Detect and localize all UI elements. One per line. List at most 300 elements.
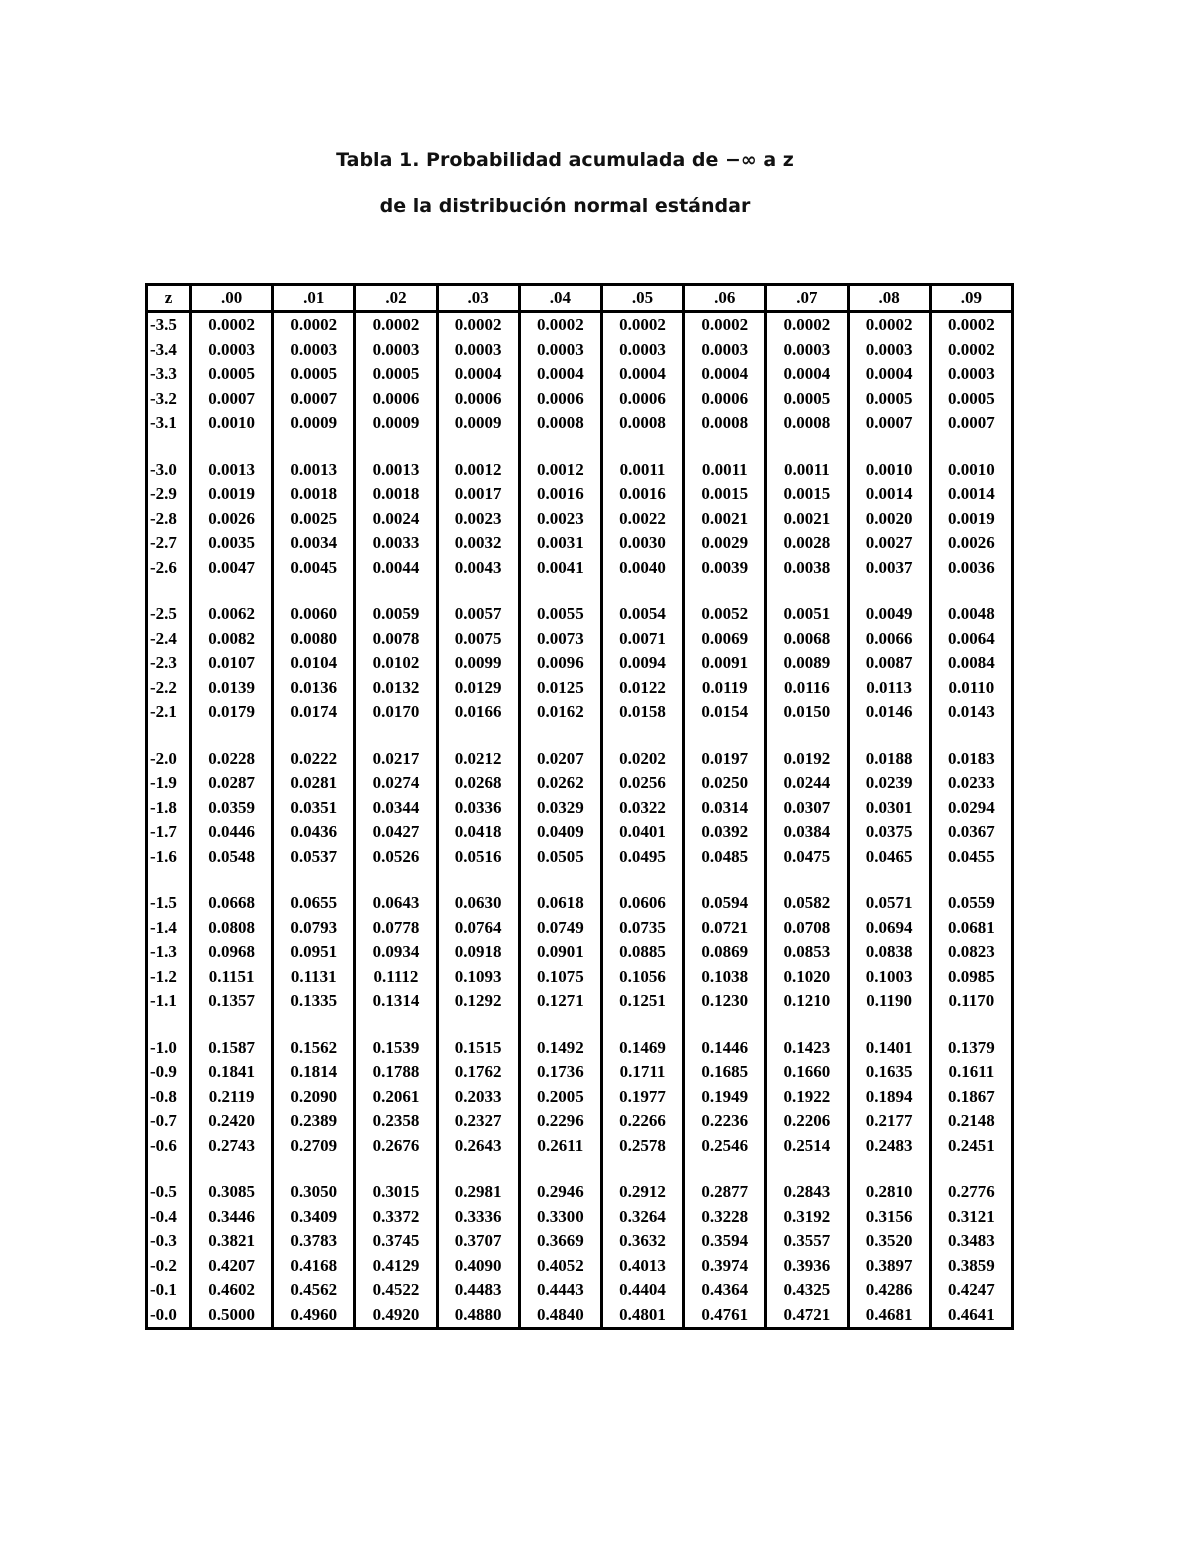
z-value-cell: -1.7 bbox=[150, 822, 177, 842]
probability-cell: 0.0003 bbox=[191, 338, 273, 363]
probability-cell: 0.0010 bbox=[191, 411, 273, 436]
probability-cell: 0.0446 bbox=[191, 820, 273, 845]
probability-cell: 0.0006 bbox=[601, 387, 683, 412]
z-value-cell: -0.9 bbox=[150, 1062, 177, 1082]
table-row bbox=[147, 627, 1013, 652]
probability-cell: 0.0008 bbox=[766, 411, 848, 436]
probability-cell: 0.0027 bbox=[848, 531, 930, 556]
probability-cell: 0.4090 bbox=[437, 1254, 519, 1279]
probability-cell: 0.0096 bbox=[519, 651, 601, 676]
z-value-cell: -1.2 bbox=[150, 966, 177, 986]
probability-cell: 0.2843 bbox=[766, 1180, 848, 1205]
probability-cell: 0.1685 bbox=[684, 1060, 766, 1085]
probability-cell: 0.0708 bbox=[766, 916, 848, 941]
probability-cell: 0.0618 bbox=[519, 891, 601, 916]
probability-cell: 0.0082 bbox=[191, 627, 273, 652]
column-header: .05 bbox=[601, 285, 683, 312]
probability-cell: 0.0793 bbox=[273, 916, 355, 941]
table-row bbox=[147, 556, 1013, 581]
probability-cell: 0.0427 bbox=[355, 820, 437, 845]
probability-cell: 0.2296 bbox=[519, 1109, 601, 1134]
probability-cell: 0.0119 bbox=[684, 676, 766, 701]
probability-cell: 0.0548 bbox=[191, 845, 273, 870]
probability-cell: 0.1020 bbox=[766, 965, 848, 990]
probability-cell: 0.1423 bbox=[766, 1036, 848, 1061]
probability-cell: 0.0054 bbox=[601, 602, 683, 627]
column-header: .00 bbox=[191, 285, 273, 312]
probability-cell: 0.0078 bbox=[355, 627, 437, 652]
probability-cell: 0.0012 bbox=[437, 458, 519, 483]
probability-cell: 0.0505 bbox=[519, 845, 601, 870]
probability-cell: 0.1539 bbox=[355, 1036, 437, 1061]
probability-cell: 0.1314 bbox=[355, 989, 437, 1014]
probability-cell: 0.3745 bbox=[355, 1229, 437, 1254]
probability-cell: 0.0465 bbox=[848, 845, 930, 870]
probability-cell: 0.1230 bbox=[684, 989, 766, 1014]
probability-cell: 0.2148 bbox=[930, 1109, 1012, 1134]
probability-cell: 0.2709 bbox=[273, 1134, 355, 1159]
probability-cell: 0.3156 bbox=[848, 1205, 930, 1230]
probability-cell: 0.0122 bbox=[601, 676, 683, 701]
probability-cell: 0.0202 bbox=[601, 747, 683, 772]
probability-cell: 0.0166 bbox=[437, 700, 519, 725]
probability-cell: 0.0073 bbox=[519, 627, 601, 652]
probability-cell: 0.0582 bbox=[766, 891, 848, 916]
probability-cell: 0.0059 bbox=[355, 602, 437, 627]
probability-cell: 0.0002 bbox=[930, 312, 1012, 338]
probability-cell: 0.4168 bbox=[273, 1254, 355, 1279]
probability-cell: 0.0026 bbox=[191, 507, 273, 532]
probability-cell: 0.0003 bbox=[437, 338, 519, 363]
probability-cell: 0.0207 bbox=[519, 747, 601, 772]
probability-cell: 0.0455 bbox=[930, 845, 1012, 870]
probability-cell: 0.0006 bbox=[437, 387, 519, 412]
probability-cell: 0.0035 bbox=[191, 531, 273, 556]
probability-cell: 0.4325 bbox=[766, 1278, 848, 1303]
probability-cell: 0.0526 bbox=[355, 845, 437, 870]
table-row bbox=[147, 771, 1013, 796]
probability-cell: 0.1379 bbox=[930, 1036, 1012, 1061]
probability-cell: 0.0721 bbox=[684, 916, 766, 941]
probability-cell: 0.0002 bbox=[601, 312, 683, 338]
probability-cell: 0.0009 bbox=[273, 411, 355, 436]
probability-cell: 0.0003 bbox=[601, 338, 683, 363]
probability-cell: 0.1635 bbox=[848, 1060, 930, 1085]
probability-cell: 0.2177 bbox=[848, 1109, 930, 1134]
probability-cell: 0.3707 bbox=[437, 1229, 519, 1254]
probability-cell: 0.0516 bbox=[437, 845, 519, 870]
table-row bbox=[147, 1254, 1013, 1279]
probability-cell: 0.0034 bbox=[273, 531, 355, 556]
probability-cell: 0.0336 bbox=[437, 796, 519, 821]
probability-cell: 0.0002 bbox=[848, 312, 930, 338]
probability-cell: 0.0007 bbox=[930, 411, 1012, 436]
probability-cell: 0.3669 bbox=[519, 1229, 601, 1254]
table-row bbox=[147, 916, 1013, 941]
probability-cell: 0.0250 bbox=[684, 771, 766, 796]
table-row bbox=[147, 891, 1013, 916]
probability-cell: 0.0009 bbox=[355, 411, 437, 436]
probability-cell: 0.3520 bbox=[848, 1229, 930, 1254]
column-header: .03 bbox=[437, 285, 519, 312]
probability-cell: 0.3936 bbox=[766, 1254, 848, 1279]
z-value-cell: -0.7 bbox=[150, 1111, 177, 1131]
probability-cell: 0.0322 bbox=[601, 796, 683, 821]
z-value-cell: -1.4 bbox=[150, 917, 177, 937]
probability-cell: 0.0052 bbox=[684, 602, 766, 627]
table-row bbox=[147, 531, 1013, 556]
probability-cell: 0.1841 bbox=[191, 1060, 273, 1085]
probability-cell: 0.0018 bbox=[355, 482, 437, 507]
probability-cell: 0.0681 bbox=[930, 916, 1012, 941]
probability-cell: 0.2578 bbox=[601, 1134, 683, 1159]
probability-cell: 0.0359 bbox=[191, 796, 273, 821]
probability-cell: 0.0262 bbox=[519, 771, 601, 796]
probability-cell: 0.0005 bbox=[191, 362, 273, 387]
probability-cell: 0.0307 bbox=[766, 796, 848, 821]
probability-cell: 0.0007 bbox=[191, 387, 273, 412]
probability-cell: 0.0110 bbox=[930, 676, 1012, 701]
probability-cell: 0.0003 bbox=[519, 338, 601, 363]
probability-cell: 0.2743 bbox=[191, 1134, 273, 1159]
table-row bbox=[147, 1278, 1013, 1303]
probability-cell: 0.0006 bbox=[355, 387, 437, 412]
probability-cell: 0.0021 bbox=[684, 507, 766, 532]
probability-cell: 0.1357 bbox=[191, 989, 273, 1014]
table-row bbox=[147, 1134, 1013, 1159]
probability-cell: 0.0047 bbox=[191, 556, 273, 581]
probability-cell: 0.0018 bbox=[273, 482, 355, 507]
probability-cell: 0.3336 bbox=[437, 1205, 519, 1230]
probability-cell: 0.0099 bbox=[437, 651, 519, 676]
probability-cell: 0.0004 bbox=[437, 362, 519, 387]
probability-cell: 0.0002 bbox=[766, 312, 848, 338]
probability-cell: 0.0037 bbox=[848, 556, 930, 581]
probability-cell: 0.0985 bbox=[930, 965, 1012, 990]
title-line-1: Tabla 1. Probabilidad acumulada de −∞ a z bbox=[336, 149, 794, 171]
probability-cell: 0.4207 bbox=[191, 1254, 273, 1279]
probability-cell: 0.0031 bbox=[519, 531, 601, 556]
probability-cell: 0.3264 bbox=[601, 1205, 683, 1230]
probability-cell: 0.0005 bbox=[930, 387, 1012, 412]
title-line-2: de la distribución normal estándar bbox=[379, 195, 751, 217]
probability-cell: 0.0060 bbox=[273, 602, 355, 627]
table-row bbox=[147, 820, 1013, 845]
probability-cell: 0.4364 bbox=[684, 1278, 766, 1303]
probability-cell: 0.0003 bbox=[848, 338, 930, 363]
probability-cell: 0.0008 bbox=[601, 411, 683, 436]
probability-cell: 0.3121 bbox=[930, 1205, 1012, 1230]
probability-cell: 0.0016 bbox=[519, 482, 601, 507]
probability-cell: 0.4801 bbox=[601, 1303, 683, 1329]
probability-cell: 0.0066 bbox=[848, 627, 930, 652]
probability-cell: 0.3015 bbox=[355, 1180, 437, 1205]
probability-cell: 0.2810 bbox=[848, 1180, 930, 1205]
probability-cell: 0.1922 bbox=[766, 1085, 848, 1110]
probability-cell: 0.4013 bbox=[601, 1254, 683, 1279]
probability-cell: 0.0735 bbox=[601, 916, 683, 941]
probability-cell: 0.0004 bbox=[601, 362, 683, 387]
probability-cell: 0.0217 bbox=[355, 747, 437, 772]
table-row bbox=[147, 1036, 1013, 1061]
probability-cell: 0.0014 bbox=[930, 482, 1012, 507]
z-value-cell: -0.3 bbox=[150, 1231, 177, 1251]
table-row bbox=[147, 965, 1013, 990]
table-row bbox=[147, 651, 1013, 676]
probability-cell: 0.1977 bbox=[601, 1085, 683, 1110]
probability-cell: 0.0559 bbox=[930, 891, 1012, 916]
z-value-cell: -1.5 bbox=[150, 893, 177, 913]
probability-cell: 0.0007 bbox=[273, 387, 355, 412]
probability-cell: 0.0064 bbox=[930, 627, 1012, 652]
probability-cell: 0.0104 bbox=[273, 651, 355, 676]
probability-cell: 0.0951 bbox=[273, 940, 355, 965]
probability-cell: 0.4721 bbox=[766, 1303, 848, 1329]
probability-cell: 0.0036 bbox=[930, 556, 1012, 581]
probability-cell: 0.0162 bbox=[519, 700, 601, 725]
probability-cell: 0.2236 bbox=[684, 1109, 766, 1134]
probability-cell: 0.0041 bbox=[519, 556, 601, 581]
probability-cell: 0.1112 bbox=[355, 965, 437, 990]
probability-cell: 0.0170 bbox=[355, 700, 437, 725]
probability-cell: 0.1762 bbox=[437, 1060, 519, 1085]
probability-cell: 0.0008 bbox=[684, 411, 766, 436]
table-row bbox=[147, 387, 1013, 412]
probability-cell: 0.0183 bbox=[930, 747, 1012, 772]
probability-cell: 0.0002 bbox=[191, 312, 273, 338]
probability-cell: 0.0409 bbox=[519, 820, 601, 845]
probability-cell: 0.1038 bbox=[684, 965, 766, 990]
probability-cell: 0.0045 bbox=[273, 556, 355, 581]
probability-cell: 0.1401 bbox=[848, 1036, 930, 1061]
probability-cell: 0.0023 bbox=[437, 507, 519, 532]
probability-cell: 0.1210 bbox=[766, 989, 848, 1014]
probability-cell: 0.3409 bbox=[273, 1205, 355, 1230]
probability-cell: 0.1292 bbox=[437, 989, 519, 1014]
probability-cell: 0.0010 bbox=[848, 458, 930, 483]
probability-cell: 0.3050 bbox=[273, 1180, 355, 1205]
probability-cell: 0.0057 bbox=[437, 602, 519, 627]
z-value-cell: -0.6 bbox=[150, 1135, 177, 1155]
probability-cell: 0.0228 bbox=[191, 747, 273, 772]
probability-cell: 0.1131 bbox=[273, 965, 355, 990]
probability-cell: 0.4641 bbox=[930, 1303, 1012, 1329]
table-row bbox=[147, 1085, 1013, 1110]
probability-cell: 0.2005 bbox=[519, 1085, 601, 1110]
probability-cell: 0.0010 bbox=[930, 458, 1012, 483]
probability-cell: 0.0055 bbox=[519, 602, 601, 627]
probability-cell: 0.1949 bbox=[684, 1085, 766, 1110]
document-title bbox=[0, 148, 1130, 218]
probability-cell: 0.4443 bbox=[519, 1278, 601, 1303]
probability-cell: 0.0039 bbox=[684, 556, 766, 581]
probability-cell: 0.1492 bbox=[519, 1036, 601, 1061]
probability-cell: 0.0838 bbox=[848, 940, 930, 965]
probability-cell: 0.2033 bbox=[437, 1085, 519, 1110]
table-row bbox=[147, 1109, 1013, 1134]
probability-cell: 0.0033 bbox=[355, 531, 437, 556]
z-value-cell: -3.4 bbox=[150, 339, 177, 359]
probability-cell: 0.0885 bbox=[601, 940, 683, 965]
probability-cell: 0.0005 bbox=[766, 387, 848, 412]
probability-cell: 0.0351 bbox=[273, 796, 355, 821]
probability-cell: 0.0934 bbox=[355, 940, 437, 965]
probability-cell: 0.4522 bbox=[355, 1278, 437, 1303]
probability-cell: 0.0968 bbox=[191, 940, 273, 965]
table-row bbox=[147, 362, 1013, 387]
z-value-cell: -3.2 bbox=[150, 388, 177, 408]
probability-cell: 0.0002 bbox=[273, 312, 355, 338]
probability-cell: 0.0808 bbox=[191, 916, 273, 941]
probability-cell: 0.1788 bbox=[355, 1060, 437, 1085]
probability-cell: 0.0032 bbox=[437, 531, 519, 556]
probability-cell: 0.0537 bbox=[273, 845, 355, 870]
probability-cell: 0.0004 bbox=[684, 362, 766, 387]
probability-cell: 0.2061 bbox=[355, 1085, 437, 1110]
group-spacer bbox=[147, 1014, 1013, 1036]
probability-cell: 0.0116 bbox=[766, 676, 848, 701]
probability-cell: 0.0436 bbox=[273, 820, 355, 845]
probability-cell: 0.2546 bbox=[684, 1134, 766, 1159]
table-row bbox=[147, 1229, 1013, 1254]
probability-cell: 0.0150 bbox=[766, 700, 848, 725]
probability-cell: 0.0014 bbox=[848, 482, 930, 507]
probability-cell: 0.0146 bbox=[848, 700, 930, 725]
probability-cell: 0.0091 bbox=[684, 651, 766, 676]
probability-cell: 0.0594 bbox=[684, 891, 766, 916]
probability-cell: 0.0287 bbox=[191, 771, 273, 796]
table-row bbox=[147, 1303, 1013, 1329]
probability-cell: 0.0764 bbox=[437, 916, 519, 941]
probability-cell: 0.0023 bbox=[519, 507, 601, 532]
probability-cell: 0.3859 bbox=[930, 1254, 1012, 1279]
probability-cell: 0.1660 bbox=[766, 1060, 848, 1085]
probability-cell: 0.0375 bbox=[848, 820, 930, 845]
probability-cell: 0.0003 bbox=[766, 338, 848, 363]
table-row bbox=[147, 989, 1013, 1014]
probability-cell: 0.0016 bbox=[601, 482, 683, 507]
probability-cell: 0.0102 bbox=[355, 651, 437, 676]
z-value-cell: -2.1 bbox=[150, 702, 177, 722]
probability-cell: 0.0051 bbox=[766, 602, 848, 627]
probability-cell: 0.1611 bbox=[930, 1060, 1012, 1085]
probability-cell: 0.0005 bbox=[848, 387, 930, 412]
probability-cell: 0.0154 bbox=[684, 700, 766, 725]
probability-cell: 0.0139 bbox=[191, 676, 273, 701]
probability-cell: 0.4880 bbox=[437, 1303, 519, 1329]
column-header-z: z bbox=[147, 285, 191, 312]
probability-cell: 0.0020 bbox=[848, 507, 930, 532]
probability-cell: 0.0019 bbox=[191, 482, 273, 507]
table-row bbox=[147, 940, 1013, 965]
probability-cell: 0.1736 bbox=[519, 1060, 601, 1085]
probability-cell: 0.0049 bbox=[848, 602, 930, 627]
z-value-cell: -1.6 bbox=[150, 846, 177, 866]
probability-cell: 0.0901 bbox=[519, 940, 601, 965]
table-row bbox=[147, 312, 1013, 338]
probability-cell: 0.4602 bbox=[191, 1278, 273, 1303]
probability-cell: 0.4840 bbox=[519, 1303, 601, 1329]
probability-cell: 0.0107 bbox=[191, 651, 273, 676]
probability-cell: 0.3446 bbox=[191, 1205, 273, 1230]
table-row bbox=[147, 676, 1013, 701]
column-header: .09 bbox=[930, 285, 1012, 312]
probability-cell: 0.3632 bbox=[601, 1229, 683, 1254]
z-value-cell: -2.7 bbox=[150, 533, 177, 553]
probability-cell: 0.0606 bbox=[601, 891, 683, 916]
probability-cell: 0.4129 bbox=[355, 1254, 437, 1279]
probability-cell: 0.0004 bbox=[519, 362, 601, 387]
probability-cell: 0.0002 bbox=[437, 312, 519, 338]
group-spacer bbox=[147, 436, 1013, 458]
column-header: .07 bbox=[766, 285, 848, 312]
probability-cell: 0.0630 bbox=[437, 891, 519, 916]
probability-cell: 0.0075 bbox=[437, 627, 519, 652]
table-header-row bbox=[147, 285, 1013, 312]
column-header: .06 bbox=[684, 285, 766, 312]
probability-cell: 0.0132 bbox=[355, 676, 437, 701]
probability-cell: 0.2119 bbox=[191, 1085, 273, 1110]
probability-cell: 0.0125 bbox=[519, 676, 601, 701]
probability-cell: 0.0080 bbox=[273, 627, 355, 652]
probability-cell: 0.0239 bbox=[848, 771, 930, 796]
probability-cell: 0.0485 bbox=[684, 845, 766, 870]
probability-cell: 0.1170 bbox=[930, 989, 1012, 1014]
probability-cell: 0.0022 bbox=[601, 507, 683, 532]
probability-cell: 0.0013 bbox=[191, 458, 273, 483]
table-row bbox=[147, 411, 1013, 436]
z-value-cell: -0.2 bbox=[150, 1255, 177, 1275]
probability-cell: 0.3594 bbox=[684, 1229, 766, 1254]
probability-cell: 0.0003 bbox=[273, 338, 355, 363]
probability-cell: 0.0002 bbox=[355, 312, 437, 338]
probability-cell: 0.0038 bbox=[766, 556, 848, 581]
probability-cell: 0.0233 bbox=[930, 771, 1012, 796]
probability-cell: 0.0668 bbox=[191, 891, 273, 916]
probability-cell: 0.0019 bbox=[930, 507, 1012, 532]
z-value-cell: -2.2 bbox=[150, 677, 177, 697]
probability-cell: 0.2483 bbox=[848, 1134, 930, 1159]
probability-cell: 0.0015 bbox=[684, 482, 766, 507]
probability-cell: 0.0002 bbox=[519, 312, 601, 338]
probability-cell: 0.0011 bbox=[601, 458, 683, 483]
probability-cell: 0.0281 bbox=[273, 771, 355, 796]
probability-cell: 0.0749 bbox=[519, 916, 601, 941]
probability-cell: 0.0062 bbox=[191, 602, 273, 627]
probability-cell: 0.0143 bbox=[930, 700, 1012, 725]
probability-cell: 0.0853 bbox=[766, 940, 848, 965]
probability-cell: 0.0003 bbox=[684, 338, 766, 363]
z-value-cell: -1.1 bbox=[150, 991, 177, 1011]
probability-cell: 0.4562 bbox=[273, 1278, 355, 1303]
z-value-cell: -3.3 bbox=[150, 364, 177, 384]
probability-cell: 0.0314 bbox=[684, 796, 766, 821]
probability-cell: 0.0294 bbox=[930, 796, 1012, 821]
table-row bbox=[147, 1060, 1013, 1085]
probability-cell: 0.0071 bbox=[601, 627, 683, 652]
probability-cell: 0.0643 bbox=[355, 891, 437, 916]
probability-cell: 0.0013 bbox=[355, 458, 437, 483]
probability-cell: 0.0256 bbox=[601, 771, 683, 796]
probability-cell: 0.3821 bbox=[191, 1229, 273, 1254]
z-value-cell: -0.5 bbox=[150, 1182, 177, 1202]
probability-cell: 0.0069 bbox=[684, 627, 766, 652]
probability-cell: 0.4052 bbox=[519, 1254, 601, 1279]
probability-cell: 0.0028 bbox=[766, 531, 848, 556]
table-row bbox=[147, 482, 1013, 507]
probability-cell: 0.0188 bbox=[848, 747, 930, 772]
probability-cell: 0.0004 bbox=[766, 362, 848, 387]
